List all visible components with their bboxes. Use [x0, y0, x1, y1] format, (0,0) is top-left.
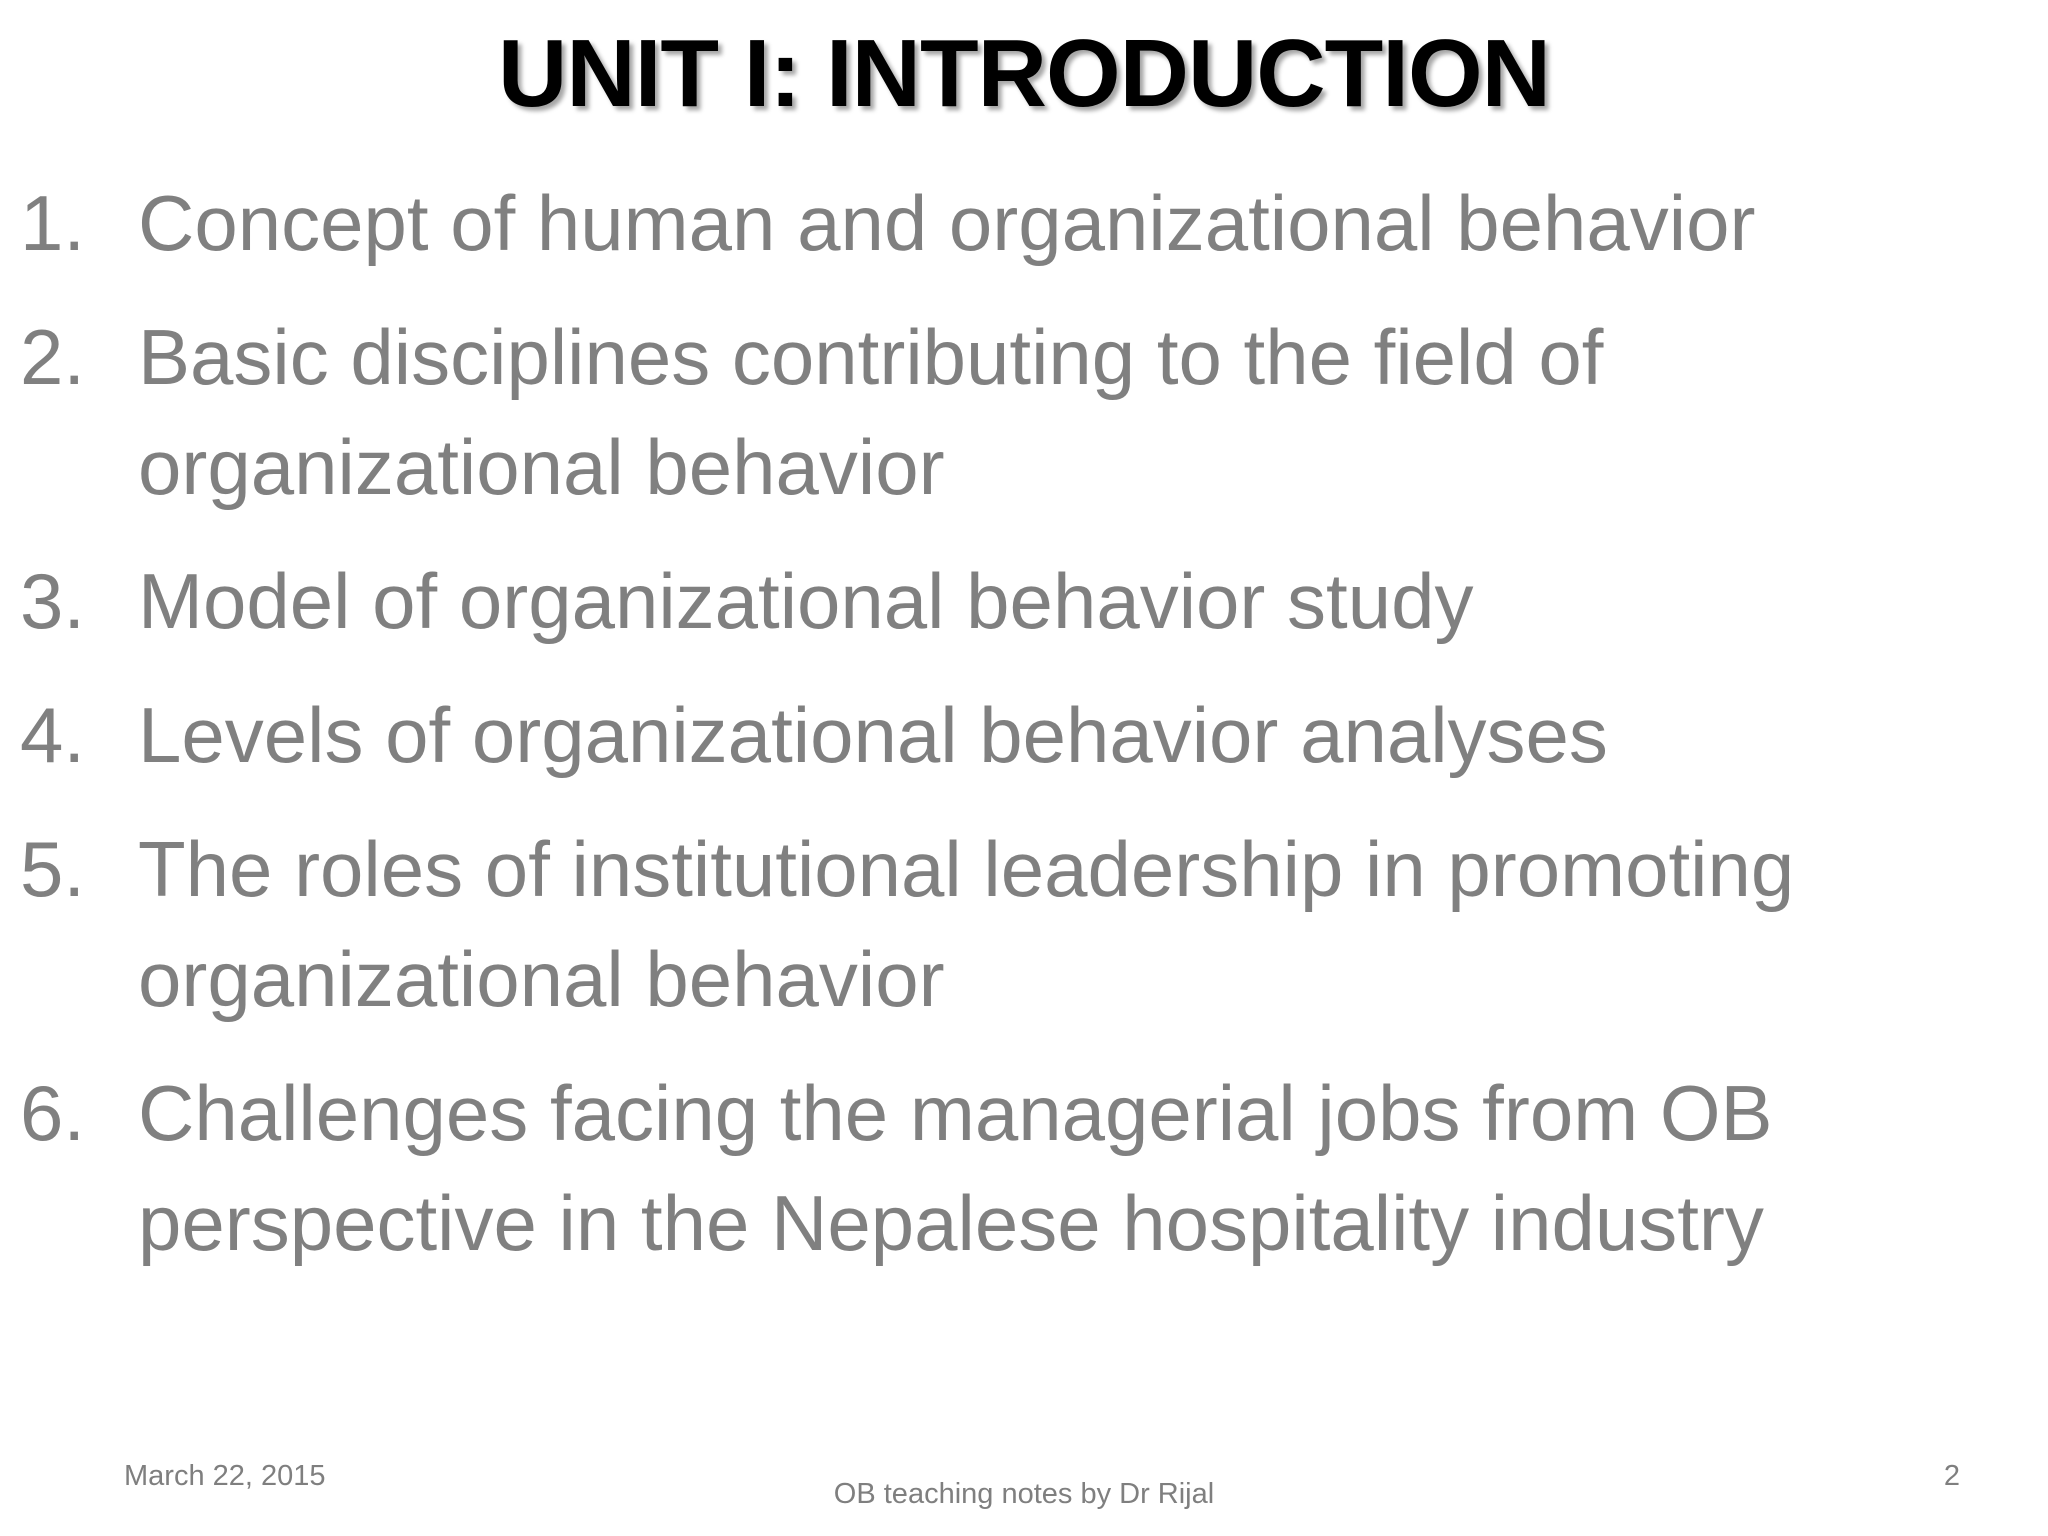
list-item-text: Concept of human and organizational behavior — [138, 179, 1756, 267]
list-item-number: 3. — [20, 557, 86, 645]
list-item-number: 4. — [20, 691, 86, 779]
list-item-number: 6. — [20, 1069, 86, 1157]
list-item-number: 5. — [20, 825, 86, 913]
list-item-text: Levels of organizational behavior analyses — [138, 691, 1608, 779]
list-item-text: Basic disciplines contributing to the field of organizational behavior — [138, 313, 1604, 511]
list-item-number: 2. — [20, 313, 86, 401]
footer-text: OB teaching notes by Dr Rijal — [833, 1478, 1215, 1510]
slide-title: UNIT I: INTRODUCTION — [498, 20, 1550, 127]
footer-date: March 22, 2015 — [124, 1460, 326, 1492]
page-number: 2 — [1943, 1460, 1960, 1492]
list-item-text: Model of organizational behavior study — [138, 557, 1474, 645]
list-item-number: 1. — [20, 179, 86, 267]
list-item-text: The roles of institutional leadership in promoting organizational behavior — [138, 825, 1795, 1023]
list-item-text: Challenges facing the managerial jobs from OB perspective in the Nepalese hospitality industry — [138, 1069, 1773, 1267]
